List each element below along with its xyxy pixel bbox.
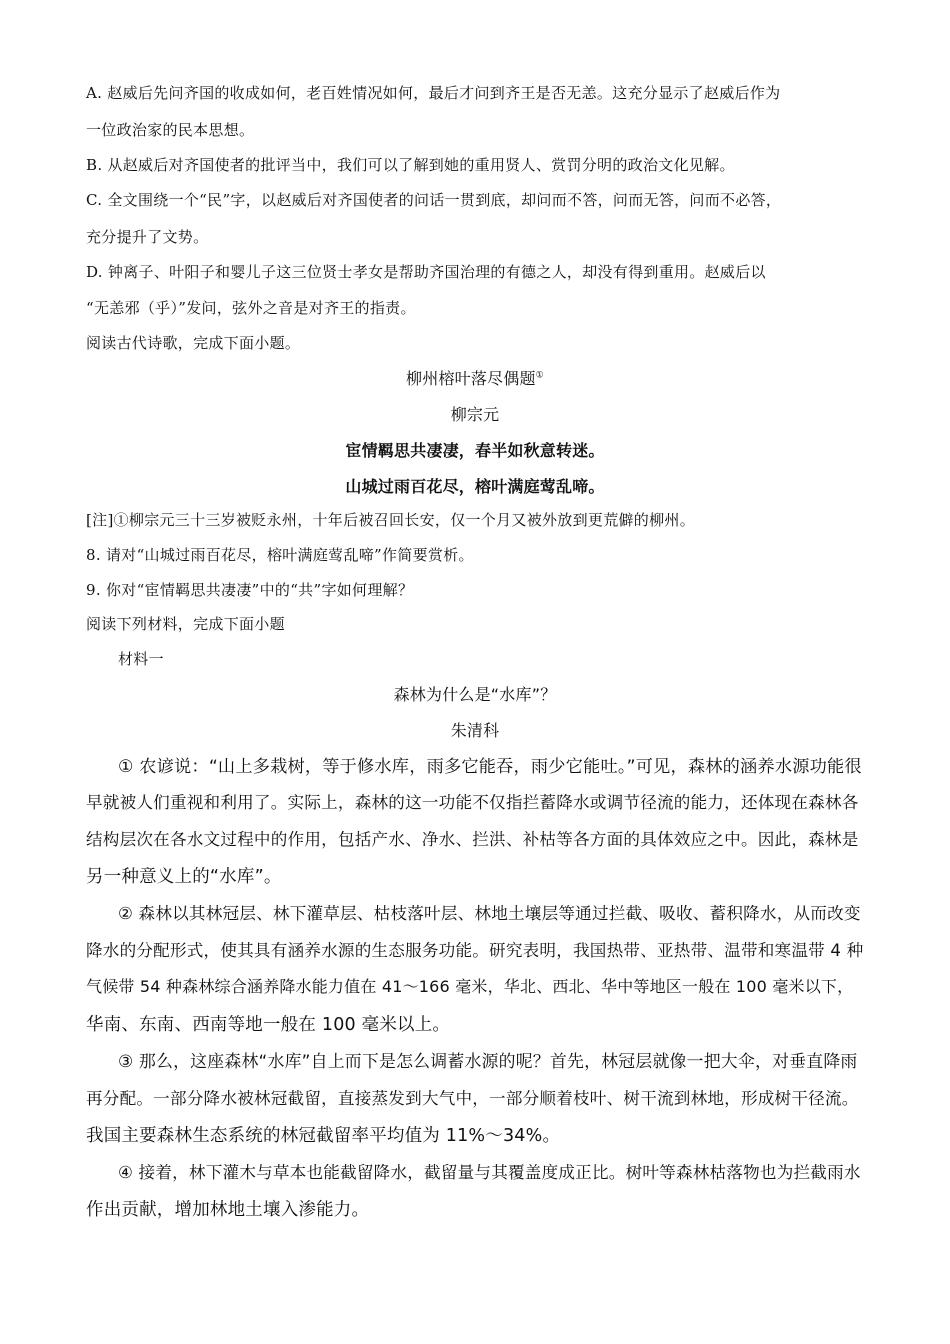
paragraph-1-line-3: 结构层次在各水文过程中的作用，包括产水、净水、拦洪、补枯等各方面的具体效应之中。因此，森林是 [86, 830, 859, 849]
paragraph-3-line-2: 再分配。一部分降水被林冠截留，直接蒸发到大气中，一部分顺着枝叶、树干流到林地，形成树干径流。 [86, 1089, 859, 1108]
article-author: 朱清科 [450, 721, 500, 740]
paragraph-1-line-4: 另一种意义上的“水库”。 [86, 867, 282, 887]
paragraph-2-line-1: ② 森林以其林冠层、林下灌草层、枯枝落叶层、林地土壤层等通过拦截、吸收、蓄积降水，从而改变 [118, 904, 861, 923]
question-8: 8. 请对“山城过雨百花尽，榕叶满庭莺乱啼”作简要赏析。 [86, 546, 474, 564]
poem-section-intro: 阅读古代诗歌，完成下面小题。 [86, 334, 301, 352]
poem-author: 柳宗元 [450, 405, 500, 424]
option-b-line-1: B. 从赵威后对齐国使者的批评当中，我们可以了解到她的重用贤人、赏罚分明的政治文化见解。 [86, 156, 735, 174]
paragraph-2-line-2: 降水的分配形式，使其具有涵养水源的生态服务功能。研究表明，我国热带、亚热带、温带和寒温带 4 种 [86, 941, 864, 960]
paragraph-3-line-1: ③ 那么，这座森林“水库”自上而下是怎么调蓄水源的呢？首先，林冠层就像一把大伞，对垂直降雨 [118, 1051, 858, 1071]
option-d-line-2: “无恙邪（乎）”发问，弦外之音是对齐王的指责。 [86, 299, 416, 317]
paragraph-4-line-2: 作出贡献，增加林地土壤入渗能力。 [86, 1200, 370, 1220]
question-9: 9. 你对“宦情羁思共凄凄”中的“共”字如何理解？ [86, 581, 414, 599]
poem-line-1: 宦情羁思共凄凄，春半如秋意转迷。 [345, 441, 605, 460]
paragraph-1-line-1: ① 农谚说：“山上多栽树，等于修水库，雨多它能吞，雨少它能吐。”可见，森林的涵养水源功能很 [118, 757, 862, 777]
poem-line-2: 山城过雨百花尽，榕叶满庭莺乱啼。 [345, 477, 605, 496]
option-c-line-2: 充分提升了文势。 [86, 228, 209, 246]
option-a-line-1: A. 赵威后先问齐国的收成如何，老百姓情况如何，最后才问到齐王是否无恙。这充分显示了赵威后作为 [86, 84, 781, 102]
option-d-line-1: D. 钟离子、叶阳子和婴儿子这三位贤士孝女是帮助齐国治理的有德之人，却没有得到重用。赵威后以 [86, 263, 766, 281]
poem-note: [注]①柳宗元三十三岁被贬永州，十年后被召回长安，仅一个月又被外放到更荒僻的柳州。 [86, 511, 696, 529]
paragraph-2-line-3: 气候带 54 种森林综合涵养降水能力值在 41～166 毫米，华北、西北、华中等地区一般在 100 毫米以下， [86, 977, 854, 996]
poem-title-note-mark: ① [535, 370, 544, 381]
article-title: 森林为什么是“水库”？ [393, 685, 557, 704]
paragraph-3-line-3: 我国主要森林生态系统的林冠截留率平均值为 11%～34%。 [86, 1126, 561, 1146]
material-section-intro: 阅读下列材料，完成下面小题 [86, 615, 285, 633]
option-a-line-2: 一位政治家的民本思想。 [86, 121, 255, 139]
poem-title [0, 366, 950, 389]
poem-title-text: 柳州榕叶落尽偶题 [406, 369, 536, 388]
paragraph-1-line-2: 早就被人们重视和利用了。实际上，森林的这一功能不仅指拦蓄降水或调节径流的能力，还体现在森林各 [86, 793, 859, 812]
paragraph-2-line-4: 华南、东南、西南等地一般在 100 毫米以上。 [86, 1015, 451, 1035]
material-label: 材料一 [118, 650, 164, 668]
option-c-line-1: C. 全文围绕一个“民”字，以赵威后对齐国使者的问话一贯到底，却问而不答，问而无答，问而不必答， [86, 191, 782, 209]
paragraph-4-line-1: ④ 接着，林下灌木与草本也能截留降水，截留量与其覆盖度成正比。树叶等森林枯落物也为拦截雨水 [118, 1163, 861, 1182]
